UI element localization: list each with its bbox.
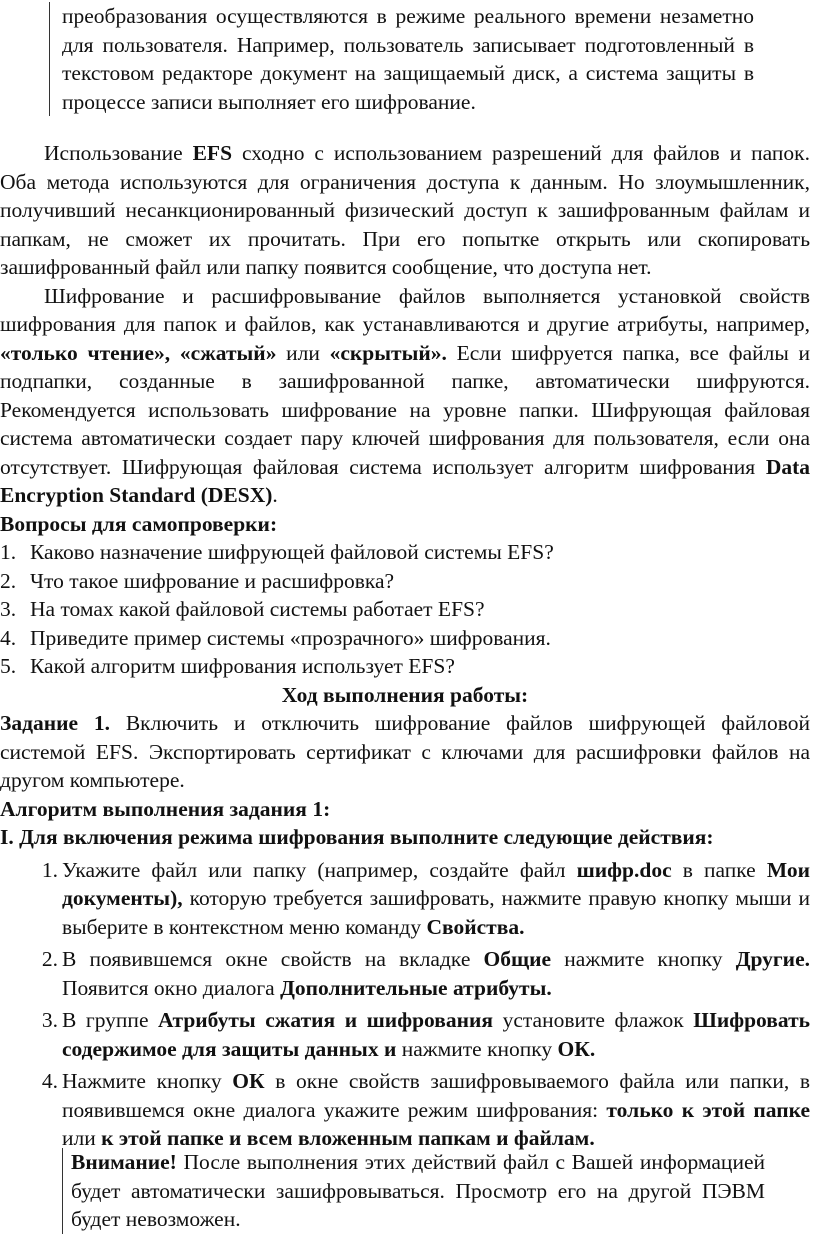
steps-list [0,856,810,1153]
top-quote-block [49,2,754,116]
step-text: В группе Атрибуты сжатия и шифрования установите флажок Шифровать содержимое для защиты данных и нажмите кнопку ОК. [62,1008,810,1061]
paragraph-efs-permissions: Использование EFS сходно с использованием разрешений для файлов и папок. Оба метода используются для ограничения доступа к данным. Но злоумышленник, получивший несанкционированный физический доступ к зашифрованным файлам и папкам, не сможет их прочитать. При его попытке открыть или скопировать зашифрованный файл или папку появится сообщение, что доступа нет. [0,141,810,279]
efs-term: EFS [192,141,233,165]
list-item: 3. На томах какой файловой системы работает EFS? [0,597,485,621]
top-quote-text: преобразования осуществляются в режиме реального времени незаметно для пользователя. Например, пользователь записывает подготовленный в текстовом редакторе документ на защищаемый диск, а система защиты в процессе записи выполняет его шифрование. [62,4,754,114]
body-content [0,139,810,1153]
step-number: 3. [41,1008,58,1032]
desx-term: Data Encryption Standard (DESX) [0,454,810,507]
step-number: 1. [41,857,58,882]
step-text: В появившемся окне свойств на вкладке Общие нажмите кнопку Другие. Появится окно диалога Дополнительные атрибуты. [62,947,810,1000]
questions-list [0,538,810,681]
warning-note [62,1148,765,1234]
list-item: 1. Каково назначение шифрующей файловой системы EFS? [0,540,554,564]
step-text: Укажите файл или папку (например, создайте файл шифр.doc в папке Мои документы), которую требуется зашифровать, нажмите правую кнопку мыши и выберите в контекстном меню команду Свойства. [62,857,810,939]
paragraph-encryption: Шифрование и расшифровывание файлов выполняется установкой свойств шифрования для папок и файлов, как устанавливаются и другие атрибуты, например, «только чтение», «сжатый» или «скрытый». Если шифруется папка, все файлы и подпапки, созданные в зашифрованной папке, автоматически шифруются. Рекомендуется использовать шифрование на уровне папки. Шифрующая файловая система автоматически создает пару ключей шифрования для пользователя, если она отсутствует. Шифрующая файловая система использует алгоритм шифрования Data Encryption Standard (DESX). [0,283,811,507]
step-number: 2. [41,947,58,971]
list-item: 2. Что такое шифрование и расшифровка? [0,568,395,593]
step-number: 4. [41,1069,58,1093]
step-item [0,945,810,1002]
work-heading: Ход выполнения работы: [281,682,529,707]
step-item [0,1006,810,1063]
step-item [0,856,810,942]
task-1: Задание 1. Включить и отключить шифрование файлов шифрующей файловой системой EFS. Экспортировать сертификат с ключами для расшифровки файлов на другом компьютере. [0,711,811,792]
list-item: 4. Приведите пример системы «прозрачного» шифрования. [0,625,551,650]
algorithm-heading: Алгоритм выполнения задания 1: [0,796,331,821]
section-1-heading: I. Для включения режима шифрования выполните следующие действия: [0,825,714,849]
list-item: 5. Какой алгоритм шифрования использует EFS? [0,654,455,678]
step-text: Нажмите кнопку ОК в окне свойств зашифровываемого файла или папки, в появившемся окне диалога укажите режим шифрования: только к этой папке или к этой папке и всем вложенным папкам и файлам. [62,1069,810,1150]
step-item [0,1067,810,1153]
warning-note-text: Внимание! После выполнения этих действий файл с Вашей информацией будет автоматически зашифровываться. Просмотр его на другой ПЭВМ будет невозможен. [71,1150,765,1231]
questions-heading: Вопросы для самопроверки: [0,511,278,536]
